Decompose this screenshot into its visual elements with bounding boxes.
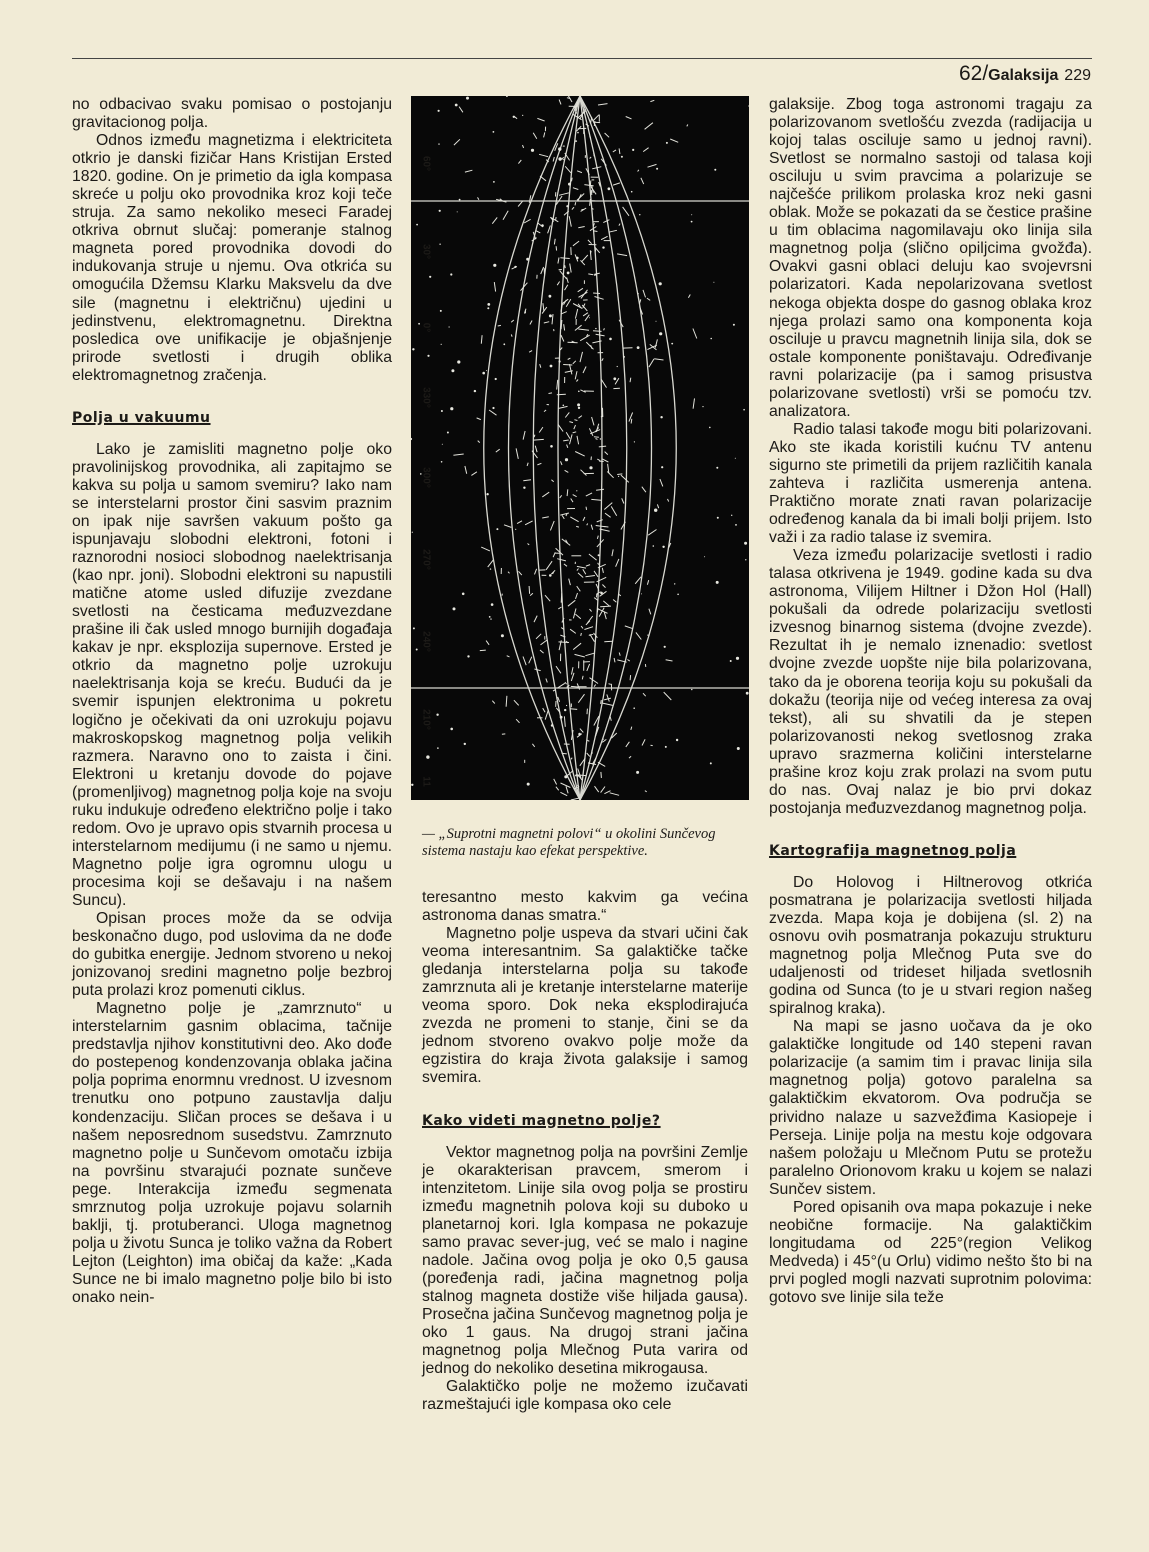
polarization-vector (591, 190, 592, 195)
paragraph: Na mapi se jasno uočava da je oko galaktičke longitude od 140 stepeni ravan polarizacije (a samim tim i pravac linija sila magnetnog polja) gotovo paralelna sa galaktičkim ekvatorom. Ova područja se prividno nalaze u sazvežđima Kasiopeje i Perseja. Linije polja na mestu koje odgovara našem položaju u Mlečnom Putu se protežu paralelno Orionovom kraku u kojem se nalazi Sunčev sistem. (769, 1018, 1092, 1198)
polarization-vector (576, 526, 579, 527)
left-column (72, 96, 392, 1307)
paragraph: teresantno mesto kakvim ga većina astronoma danas smatra.“ (422, 889, 748, 925)
paragraph: Pored opisanih ova mapa pokazuje i neke neobične formacije. Na galaktičkim longitudama od 225°(region Velikog Medveda) i 45°(u Orlu) vidimo nešto što bi na prvi pogled mogli nazvati suprotnim polovima: gotovo sve linije sila teže (769, 1198, 1092, 1306)
polarization-vector (609, 684, 611, 685)
star-dot (636, 771, 639, 774)
star-dot (603, 739, 604, 740)
star-dot (735, 524, 737, 526)
star-dot (647, 635, 648, 636)
longitude-label: 30° (420, 243, 432, 260)
star-dot (565, 458, 568, 461)
star-dot (486, 493, 488, 495)
star-dot (746, 692, 749, 695)
magazine-name: Galaksija (988, 67, 1059, 84)
star-dot (634, 441, 635, 442)
polarization-vector (533, 439, 543, 440)
star-dot (676, 739, 678, 741)
polarization-vector (601, 772, 602, 778)
star-dot (600, 438, 601, 439)
longitude-label: 210° (420, 709, 432, 730)
star-dot (617, 366, 618, 367)
star-dot (656, 168, 658, 170)
star-dot (487, 307, 489, 309)
star-dot (641, 593, 642, 594)
polarization-vector (630, 675, 631, 680)
star-dot (576, 490, 577, 491)
star-dot (743, 409, 745, 411)
longitude-label: 0° (420, 322, 432, 333)
star-dot (618, 476, 619, 477)
star-dot (661, 466, 663, 468)
section-heading: Kako videti magnetno polje? (422, 1112, 661, 1129)
star-dot (457, 211, 458, 212)
star-dot (595, 328, 596, 329)
star-dot (691, 214, 692, 215)
star-dot (462, 593, 465, 596)
star-dot (455, 104, 458, 107)
polarization-vector (561, 593, 562, 602)
star-dot (566, 205, 568, 207)
polarization-vector (586, 507, 587, 510)
star-dot (492, 407, 494, 409)
polarization-vector (549, 393, 553, 394)
star-dot (550, 445, 553, 448)
star-dot (662, 546, 664, 548)
star-dot (486, 370, 487, 371)
polarization-vector (556, 217, 557, 220)
paragraph: Lako je zamisliti magnetno polje oko pravolinijskog provodnika, ali zapitajmo se kakva su polja u samom svemiru? Iako nam se interstelarni prostor čini sasvim praznim on ipak nije savršen vakuum pošto ga ispunjavaju slobodni elektroni, fotoni i raznorodni nosioci slobodnog naelektrisanja (kao npr. joni). Slobodni elektroni su napustili matične atome usled difuzije zvezdane svetlosti na česticama međuzvezdane prašine ili čak usled mnogo burnijih događaja kakav je npr. eksplozija supernove. Ersted je otkrio da magnetno polje uzrokuju naelektrisanja koja se kreću. Budući da je svemir ispunjen elektronima u pokretu logično je očekivati da oni uzrokuju pojavu makroskopskog magnetnog polja velikih razmera. Naravno ono to zaista i čini. Elektroni u kretanju dovode do pojave (promenljivog) magnetnog polja koje na svoju ruku indukuje određeno električno polje i tako redom. Ovo je upravo opis stvarnih procesa u interstelarnom medijumu (i ne samo u njemu. Magnetno polje igra ogromnu ulogu u procesima koji se dešavaju i na našem Suncu). (72, 440, 392, 909)
paragraph: Magnetno polje uspeva da stvari učini čak veoma interesantnim. Sa galaktičke tačke gledanja interstelarna polja su takođe zamrznuta ali je kretanje interstelarne materije veoma sporo. Dok neka eksplodirajuća zvezda ne promeni to stanje, čini se da jednom stvoreno ovakvo polje može da egzistira do kraja života galaksije i samog svemira. (422, 925, 748, 1087)
star-dot (522, 115, 523, 116)
star-dot (736, 657, 739, 660)
star-dot (450, 273, 452, 275)
star-dot (656, 321, 657, 322)
star-dot (559, 360, 561, 362)
paragraph: Do Holovog i Hiltnerovog otkrića posmatrana je polarizacija svetlosti hiljada zvezda. Mapa koja je dobijena (sl. 2) na osnovu ovih posmatranja pokazuju strukturu magnetnog polja Mlečnog Puta sve do udaljenosti od trideset hiljada svetlosnih godina od Sunca (to je u stvari region našeg spiralnog kraka). (769, 873, 1092, 1018)
star-dot (563, 405, 565, 407)
paragraph: Opisan proces može da se odvija beskonačno dugo, pod uslovima da ne dođe do gubitka energije. Jednom stvoreno u nekoj jonizovanoj sredini magnetno polje bezbroj puta prolazi kroz pomenuti ciklus. (72, 910, 392, 1000)
star-dot (702, 406, 703, 407)
star-dot (637, 346, 640, 349)
star-dot (674, 583, 675, 584)
star-dot (730, 660, 732, 662)
longitude-label: 270° (420, 549, 432, 570)
star-dot (566, 705, 567, 706)
polarization-vector (567, 489, 568, 496)
polarization-vector (565, 265, 566, 268)
star-dot (733, 324, 735, 326)
star-dot (602, 246, 604, 248)
middle-column (422, 889, 748, 1414)
star-dot (691, 689, 692, 690)
star-dot (609, 338, 612, 341)
star-dot (563, 159, 564, 160)
star-dot (490, 618, 491, 619)
star-dot (575, 140, 577, 142)
star-dot (577, 403, 580, 406)
star-dot (564, 709, 566, 711)
page-header (959, 62, 1091, 86)
star-dot (489, 616, 491, 618)
star-dot (704, 556, 705, 557)
longitude-axis (411, 96, 441, 800)
star-dot (457, 360, 460, 363)
star-dot (716, 467, 718, 469)
star-dot (496, 528, 498, 530)
polarization-map-figure (411, 96, 749, 800)
star-dot (654, 509, 657, 512)
star-dot (549, 574, 552, 577)
polarization-vector (600, 606, 611, 607)
header-rule (72, 58, 1092, 59)
star-dot (660, 416, 662, 418)
star-dot (487, 303, 490, 306)
star-dot (549, 314, 552, 317)
right-column (769, 96, 1092, 1307)
star-dot (523, 487, 525, 489)
star-dot (490, 568, 491, 569)
polarization-vector (570, 709, 577, 710)
star-dot (493, 131, 495, 133)
star-dot (442, 444, 443, 445)
polarization-map-image (411, 96, 749, 800)
star-dot (666, 142, 668, 144)
polarization-vector (597, 608, 598, 612)
star-dot (577, 132, 579, 134)
star-dot (551, 724, 553, 726)
star-dot (623, 356, 625, 358)
star-dot (474, 390, 476, 392)
star-dot (653, 545, 655, 547)
star-dot (578, 407, 580, 409)
star-dot (709, 427, 711, 429)
star-dot (745, 559, 746, 560)
longitude-label: 240° (420, 631, 432, 652)
star-dot (671, 343, 673, 345)
longitude-label: 300° (420, 467, 432, 488)
star-dot (491, 603, 494, 606)
star-dot (531, 149, 534, 152)
star-dot (677, 594, 679, 596)
figure-caption: — „Suprotni magnetni polovi“ u okolini Sunčevog sistema nastaju kao efekat perspektive. (422, 826, 716, 859)
star-dot (631, 191, 633, 193)
polarization-vector (594, 121, 595, 126)
longitude-label: 11 (420, 776, 432, 787)
polarization-vector (593, 331, 602, 332)
star-dot (716, 581, 719, 584)
star-dot (447, 432, 449, 434)
star-dot (449, 326, 450, 327)
star-dot (714, 169, 716, 171)
issue-number: 229 (1064, 67, 1091, 84)
star-dot (598, 554, 600, 556)
star-dot (744, 542, 747, 545)
polarization-vector (604, 641, 612, 642)
polarization-vector (529, 586, 530, 594)
star-dot (450, 728, 453, 731)
star-dot (737, 747, 740, 750)
star-dot (550, 365, 553, 368)
star-dot (717, 517, 719, 519)
star-dot (459, 199, 461, 201)
star-dot (659, 282, 662, 285)
star-dot (664, 646, 666, 648)
paragraph: no odbacivao svaku pomisao o postojanju gravitacionog polja. (72, 96, 392, 132)
section-heading: Polja u vakuumu (72, 409, 211, 426)
star-dot (632, 149, 634, 151)
paragraph: Magnetno polje je „zamrznuto“ u interstelarnim gasnim oblacima, tačnije predstavlja njihov konstitutivni deo. Ako dođe do postepenog kondenzovanja oblaka jačina polja poprima enormnu vrednost. U izvesnom trenutku ono potpuno zaustavlja dalju kondenzaciju. Sličan proces se dešava i u našem neposrednom susedstvu. Zamrznuto magnetno polje u Sunčevom omotaču izbija na površinu stvarajući poznate sunčeve pege. Interakcija između segmenata smrznutog polja uzrokuje pojavu solarnih baklji, tj. protuberanci. Uloga magnetnog polja u životu Sunca je toliko važna da Robert Lejton (Leighton) ima običaj da kaže: „Kada Sunce ne bi imalo magnetno polje bilo bi isto onako nein- (72, 1000, 392, 1306)
star-dot (568, 183, 571, 186)
paragraph: Odnos između magnetizma i elektriciteta otkrio je danski fizičar Hans Kristijan Ersted 1820. godine. On je primetio da igla kompasa skreće u polju oko provodnika kroz koji teče struja. Za samo nekoliko meseci Faradej otkriva obrnut slučaj: pomeranje stalnog magneta pored provodnika dovodi do indukovanja struje u njemu. Ova otkrića su omogućila Džemsu Klarku Maksvelu da dve sile (magnetnu i električnu) ujedini u jedinstvenu, elektromagnetnu. Direktna posledica ove unifikacije je objašnjenje prirode svetlosti i drugih oblika elektromagnetnog zračenja. (72, 132, 392, 384)
star-dot (441, 461, 443, 463)
longitude-label: 330° (420, 387, 432, 408)
polarization-vector (617, 474, 622, 475)
polarization-vector (575, 202, 576, 205)
star-dot (665, 746, 667, 748)
paragraph: Vektor magnetnog polja na površini Zemlje je okarakterisan pravcem, smerom i intenzitetom. Linije sila ovog polja se prostiru između magnetnih polova koji su duboko u planetarnoj kori. Igla kompasa ne pokazuje samo pravac sever-jug, već se malo i nagine nadole. Jačina ovog polja je oko 0,5 gausa (poređenja radi, jačina magnetnog polja stalnog magneta dostiže više hiljada gausa). Prosečna jačina Sunčevog magnetnog polja je oko 1 gaus. Na drugoj strani jačina magnetnog polja Mlečnog Puta varira od jednog do nekoliko desetina mikrogausa. (422, 1143, 748, 1378)
polarization-vector (563, 365, 572, 366)
star-dot (501, 634, 504, 637)
star-dot (515, 529, 516, 530)
star-dot (710, 338, 712, 340)
star-dot (549, 295, 552, 298)
polarization-vector (562, 753, 567, 754)
star-dot (466, 97, 469, 100)
star-dot (451, 369, 454, 372)
star-dot (503, 343, 505, 345)
star-dot (621, 156, 623, 158)
star-dot (495, 378, 497, 380)
star-dot (713, 282, 714, 283)
paragraph: Veza između polarizacije svetlosti i radio talasa otkrivena je 1949. godine kada su dva astronoma, Vilijem Hiltner i Džon Hol (Hall) pokušali da odrede polarizaciju svetlosti izvesnog binarnog sistema (dvojne zvezde). Rezultat ih je nemalo iznenadio: svetlost dvojne zvezde uopšte nije bila polarizovana, tako da je oborena teorija koju su pokušali da dokažu (teorija nije od većeg interesa za ovaj tekst), ali su shvatili da je stepen polarizovanosti nekog svetlosnog zraka upravo srazmerna količini interstelarne prašine kroz koju zrak prolazi na svom putu do nas. Ovaj nalaz je bio prvi dokaz postojanja međuzvezdanog magnetnog polja. (769, 547, 1092, 817)
star-dot (691, 221, 693, 223)
polarization-vector (572, 178, 573, 182)
star-dot (493, 264, 496, 267)
star-dot (633, 707, 635, 709)
paragraph: Radio talasi takođe mogu biti polarizovani. Ako ste ikada koristili kućnu TV antenu sigurno ste primetili da prijem različitih kanala zahteva i različita usmerenja antena. Praktično morate znati ravan polarizacije određenog kanala da bi imali bolji prijem. Isto važi i za radio talase iz svemira. (769, 420, 1092, 547)
star-dot (608, 187, 611, 190)
polarization-vector (631, 419, 632, 424)
star-dot (613, 377, 616, 380)
star-dot (710, 762, 712, 764)
star-dot (589, 466, 592, 469)
paragraph: Galaktičko polje ne možemo izučavati razmeštajući igle kompasa oko cele (422, 1378, 748, 1414)
star-dot (659, 332, 662, 335)
polarization-vector (601, 700, 602, 704)
star-dot (558, 147, 561, 150)
longitude-label: 60° (420, 155, 432, 172)
star-dot (731, 515, 732, 516)
polarization-vector (560, 258, 569, 259)
polarization-vector (498, 325, 501, 326)
star-dot (748, 106, 749, 107)
polarization-vector (604, 527, 608, 528)
star-dot (735, 458, 736, 459)
star-dot (639, 214, 640, 215)
star-dot (441, 410, 443, 412)
polarization-vector (556, 246, 557, 250)
star-dot (467, 655, 469, 657)
star-dot (578, 391, 580, 393)
star-dot (493, 181, 495, 183)
polarization-vector (557, 394, 566, 395)
star-dot (526, 258, 529, 261)
polarization-vector (559, 642, 570, 643)
star-dot (560, 716, 563, 719)
star-dot (589, 317, 590, 318)
star-dot (453, 607, 456, 610)
star-dot (567, 272, 570, 275)
paragraph: galaksije. Zbog toga astronomi tragaju za polarizovanom svetlošću zvezda (radijacija u kojoj talas osciluje samo u jednoj ravni). Svetlost se normalno sastoji od talasa koji osciluju u svim pravcima a polarizuje se najčešće prilikom prolaska kroz neki gasni oblak. Može se pokazati da se čestice prašine u tim oblacima nagomilavaju oko linija sila magnetnog polja (slično opiljcima gvožđa). Ovakvi gasni oblaci deluju kao svojevrsni polarizatori. Kada nepolarizovana svetlost nekoga objekta dospe do gasnog oblaka kroz njega prolazi samo ona komponenta koja osciluje u pravcu magnetnih linija sila, dok se ostale komponente poništavaju. Određivanje ravni polarizacije (pa i samog prisustva polarizovane svetlosti) vrši se pomoću tzv. analizatora. (769, 96, 1092, 420)
section-heading: Kartografija magnetnog polja (769, 842, 1017, 859)
star-dot (464, 743, 466, 745)
polarization-vector (581, 633, 582, 636)
star-dot (637, 293, 638, 294)
polarization-vector (480, 650, 486, 651)
polarization-vector (593, 293, 600, 294)
star-dot (450, 407, 453, 410)
page-number: 62/ (958, 62, 989, 85)
star-dot (482, 372, 485, 375)
star-dot (527, 783, 530, 786)
